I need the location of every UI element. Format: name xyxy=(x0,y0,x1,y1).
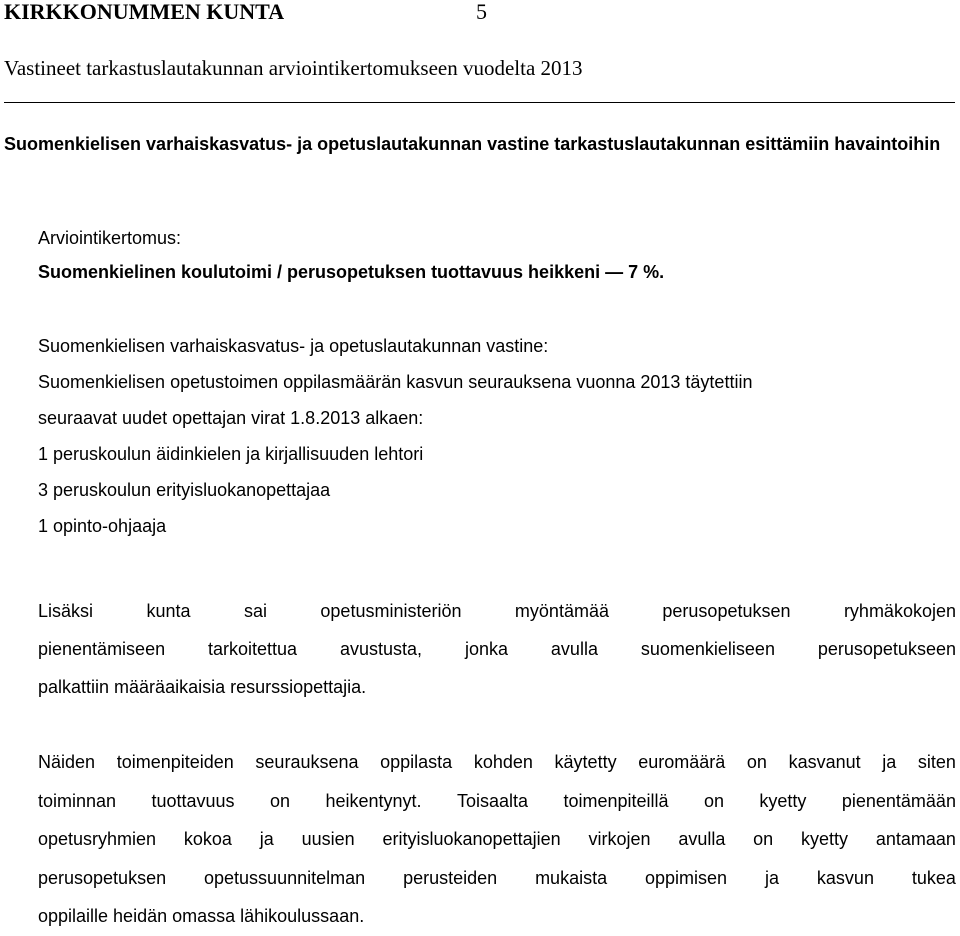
word: pienentämään xyxy=(841,790,956,811)
header-divider xyxy=(4,102,955,103)
evaluation-finding: Suomenkielinen koulutoimi / perusopetuksen tuottavuus heikkeni — 7 %. xyxy=(38,262,665,282)
word: ja xyxy=(764,867,779,888)
word: avulla xyxy=(678,829,726,849)
word: sai xyxy=(243,601,267,621)
word: perusteiden xyxy=(403,867,498,888)
word: toiminnan xyxy=(38,790,117,811)
word: opetusministeriön xyxy=(320,601,462,621)
word: kasvanut xyxy=(788,752,861,772)
word: perusopetuksen xyxy=(662,601,791,621)
word: kasvun xyxy=(816,867,874,888)
response-intro-line: Suomenkielisen opetustoimen oppilasmäärän kasvun seurauksena vuonna 2013 täytettiin xyxy=(38,372,753,392)
word: ryhmäkokojen xyxy=(843,601,956,621)
word: jonka xyxy=(464,639,508,659)
word: käytetty xyxy=(554,752,617,772)
word: erityisluokanopettajien xyxy=(382,829,561,849)
word: antamaan xyxy=(875,829,956,849)
paragraph-grant xyxy=(38,592,956,706)
word: mukaista xyxy=(535,867,608,888)
document-subtitle: Vastineet tarkastuslautakunnan arviointikertomukseen vuodelta 2013 xyxy=(4,56,583,80)
response-block xyxy=(38,328,956,544)
word: on xyxy=(703,790,724,811)
paragraph-line xyxy=(38,630,956,668)
word: ja xyxy=(882,752,897,772)
word: avustusta, xyxy=(340,639,423,659)
word: on xyxy=(746,752,767,772)
paragraph-line xyxy=(38,592,956,630)
paragraph-line xyxy=(38,820,956,859)
word: kohden xyxy=(473,752,533,772)
word: kokoa xyxy=(183,829,232,849)
word: kyetty xyxy=(801,829,849,849)
page-header xyxy=(4,0,487,26)
paragraph-line xyxy=(38,743,956,782)
paragraph-line xyxy=(38,782,956,821)
word: toimenpiteillä xyxy=(563,790,669,811)
word: on xyxy=(269,790,291,811)
page-number: 5 xyxy=(476,0,487,24)
paragraph-effects xyxy=(38,743,956,936)
response-intro-line: seuraavat uudet opettajan virat 1.8.2013 alkaen: xyxy=(38,408,424,428)
word: opetusryhmien xyxy=(38,829,157,849)
word: ja xyxy=(259,829,274,849)
word: kyetty xyxy=(759,790,807,811)
word: Toisaalta xyxy=(456,790,528,811)
word: euromäärä xyxy=(638,752,726,772)
paragraph-line: palkattiin määräaikaisia resurssiopettajia. xyxy=(38,677,367,697)
word: on xyxy=(753,829,774,849)
word: seurauksena xyxy=(255,752,359,772)
organization-name: KIRKKONUMMEN KUNTA xyxy=(4,0,285,24)
paragraph-line: oppilaille heidän omassa lähikoulussaan. xyxy=(38,906,365,926)
position-item: 1 opinto-ohjaaja xyxy=(38,516,167,536)
word: tukea xyxy=(911,867,956,888)
word: perusopetukseen xyxy=(817,639,956,659)
evaluation-block xyxy=(38,220,956,290)
word: kunta xyxy=(146,601,191,621)
response-label: Suomenkielisen varhaiskasvatus- ja opetuslautakunnan vastine: xyxy=(38,336,549,356)
section-heading: Suomenkielisen varhaiskasvatus- ja opetuslautakunnan vastine tarkastuslautakunnan esittämiin havaintoihin xyxy=(4,134,941,154)
word: toimenpiteiden xyxy=(116,752,234,772)
word: Lisäksi xyxy=(38,601,94,621)
word: virkojen xyxy=(588,829,651,849)
word: opetussuunnitelman xyxy=(204,867,366,888)
evaluation-label: Arviointikertomus: xyxy=(38,228,182,248)
position-item: 3 peruskoulun erityisluokanopettajaa xyxy=(38,480,331,500)
word: suomenkieliseen xyxy=(640,639,775,659)
word: tarkoitettua xyxy=(208,639,298,659)
word: perusopetuksen xyxy=(38,867,167,888)
position-item: 1 peruskoulun äidinkielen ja kirjallisuuden lehtori xyxy=(38,444,424,464)
word: uusien xyxy=(301,829,355,849)
word: siten xyxy=(917,752,956,772)
word: heikentynyt. xyxy=(325,790,422,811)
word: pienentämiseen xyxy=(38,639,166,659)
word: Näiden xyxy=(38,752,96,772)
word: oppimisen xyxy=(645,867,728,888)
word: myöntämää xyxy=(514,601,609,621)
word: avulla xyxy=(550,639,598,659)
paragraph-line xyxy=(38,859,956,898)
word: tuottavuus xyxy=(151,790,235,811)
word: oppilasta xyxy=(380,752,453,772)
